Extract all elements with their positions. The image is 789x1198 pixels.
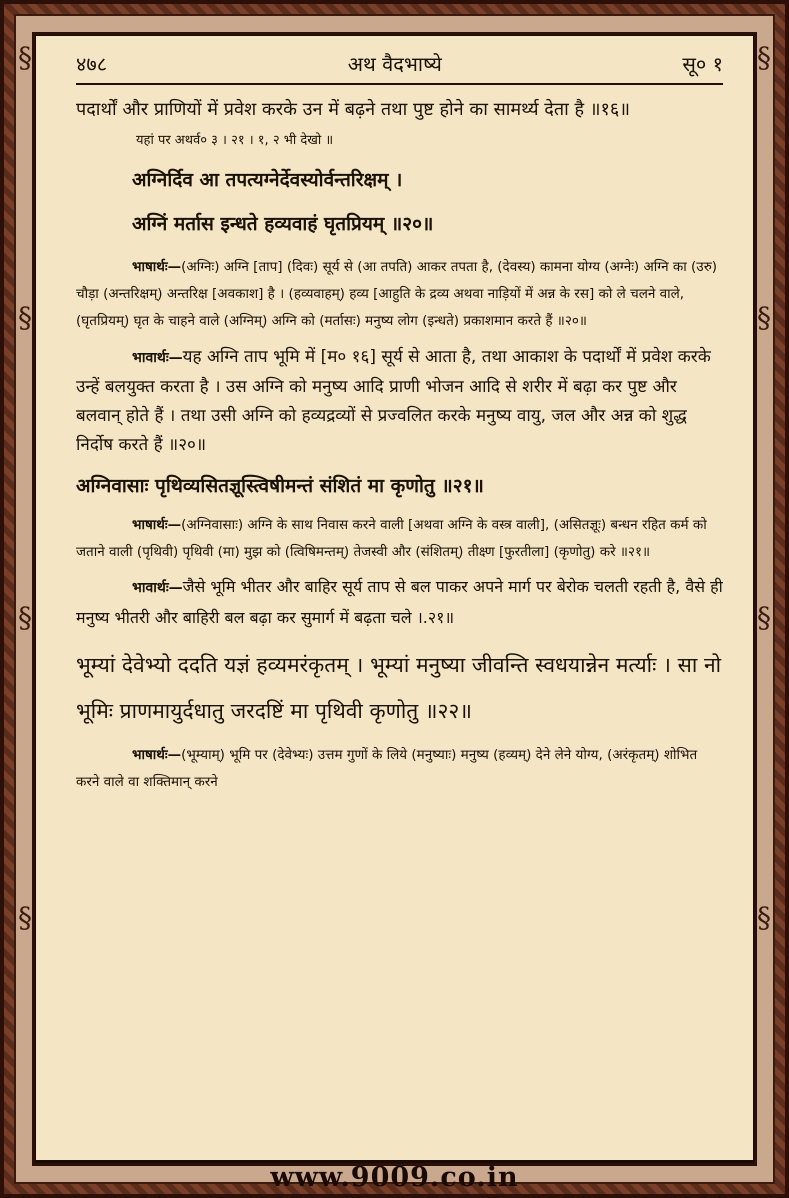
mantra-20-line-1: अग्निर्दिव आ तपत्यग्नेर्देवस्योर्वन्तरिक्षम् । (132, 169, 403, 191)
mantra-22: भूम्यां देवेभ्यो ददति यज्ञं हव्यमरंकृतम् । भूम्यां मनुष्या जीवन्ति स्वधयान्नेन मर्त्याः । सा नो भूमिः प्राणमायुर्दधातु जरदष्टिं मा पृथिवी कृणोतु ॥२२॥ (76, 653, 722, 723)
continued-paragraph: पदार्थों और प्राणियों में प्रवेश करके उन में बढ़ने तथा पुष्ट होने का सामर्थ्य देता है ॥१६॥ (76, 99, 631, 120)
bhavartha-label: भावार्थः— (132, 580, 183, 596)
bhavartha-text: जैसे भूमि भीतर और बाहिर सूर्य ताप से बल पाकर अपने मार्ग पर बेरोक चलती रहती है, वैसे ही मनुष्य भीतरी और बाहिरी बल बढ़ा कर सुमार्ग में बढ़ता चले ।.२१॥ (76, 577, 723, 627)
swirl-ornament-icon: § (18, 41, 32, 74)
book-title: अथ वैदभाष्ये (347, 52, 442, 76)
bhashartha-text: (भूम्याम्) भूमि पर (देवेभ्यः) उत्तम गुणों के लिये (मनुष्याः) मनुष्य (हव्यम्) देने लेने योग्य, (अरंकृतम्) शोभित करने वाले वा शक्तिमान् करने (76, 747, 698, 790)
bhashartha-22 (76, 742, 723, 796)
scripture-page (36, 36, 753, 1160)
swirl-ornament-icon: § (18, 301, 32, 334)
swirl-ornament-icon: § (757, 301, 771, 334)
bhashartha-20 (76, 254, 723, 335)
bhavartha-21 (76, 572, 723, 632)
reference-note: यहां पर अथर्व० ३ । २१ । १, २ भी देखो ॥ (136, 133, 334, 148)
bhavartha-20 (76, 343, 723, 460)
swirl-ornament-icon: § (757, 901, 771, 934)
bhashartha-text: (अग्निवासाः) अग्नि के साथ निवास करने वाली [अथवा अग्नि के वस्त्र वाली], (असितज्ञूः) बन्धन रहित कर्म को जताने वाली (पृथिवी) पृथिवी (मा) मुझ को (त्विषिमन्तम्) तेजस्वी और (संशितम्) तीक्ष्ण [फुरतीला] (कृणोतु) करे ॥२१॥ (76, 517, 707, 560)
swirl-ornament-icon: § (18, 901, 32, 934)
swirl-ornament-icon: § (757, 41, 771, 74)
website-footer: www.9009.co.in (270, 1162, 519, 1193)
bhavartha-text: यह अग्नि ताप भूमि में [म० १६] सूर्य से आता है, तथा आकाश के पदार्थों में प्रवेश करके उन्हें बलयुक्त करता है । उस अग्नि को मनुष्य आदि प्राणी भोजन आदि से शरीर में बढ़ा कर पुष्ट और बलवान् होते हैं । तथा उसी अग्नि को हव्यद्रव्यों से प्रज्वलित करके मनुष्य वायु, जल और अन्न को शुद्ध निर्दोष करते हैं ॥२०॥ (76, 347, 711, 455)
page-header (76, 50, 723, 85)
bhashartha-text: (अग्निः) अग्नि [ताप] (दिवः) सूर्य से (आ तपति) आकर तपता है, (देवस्य) कामना योग्य (अग्नेः) अग्नि का (उरु) चौड़ा (अन्तरिक्षम्) अन्तरिक्ष [अवकाश] है । (हव्यवाहम्) हव्य [आहुति के द्रव्य अथवा नाड़ियों में अन्न के रस] को ले चलने वाले, (घृतप्रियम्) घृत के चाहने वाले (अग्निम्) अग्नि को (मर्तासः) मनुष्य लोग (इन्धते) प्रकाशमान करते हैं ॥२०॥ (76, 259, 718, 329)
bhashartha-label: भाषार्थः— (132, 259, 182, 275)
swirl-ornament-icon: § (18, 601, 32, 634)
mantra-21: अग्निवासाः पृथिव्यसितज्ञूस्त्विषीमन्तं संशितं मा कृणोतु ॥२१॥ (76, 475, 484, 497)
bhashartha-21 (76, 512, 723, 566)
swirl-ornament-icon: § (757, 601, 771, 634)
bhashartha-label: भाषार्थः— (132, 747, 182, 763)
bhashartha-label: भाषार्थः— (132, 517, 182, 533)
page-number: ४७८ (76, 52, 108, 76)
bhavartha-label: भावार्थः— (132, 350, 183, 366)
sukta-number: सू० १ (682, 52, 723, 76)
mantra-20-line-2: अग्निं मर्तास इन्धते हव्यवाहं घृतप्रियम् ॥२०॥ (132, 213, 434, 235)
